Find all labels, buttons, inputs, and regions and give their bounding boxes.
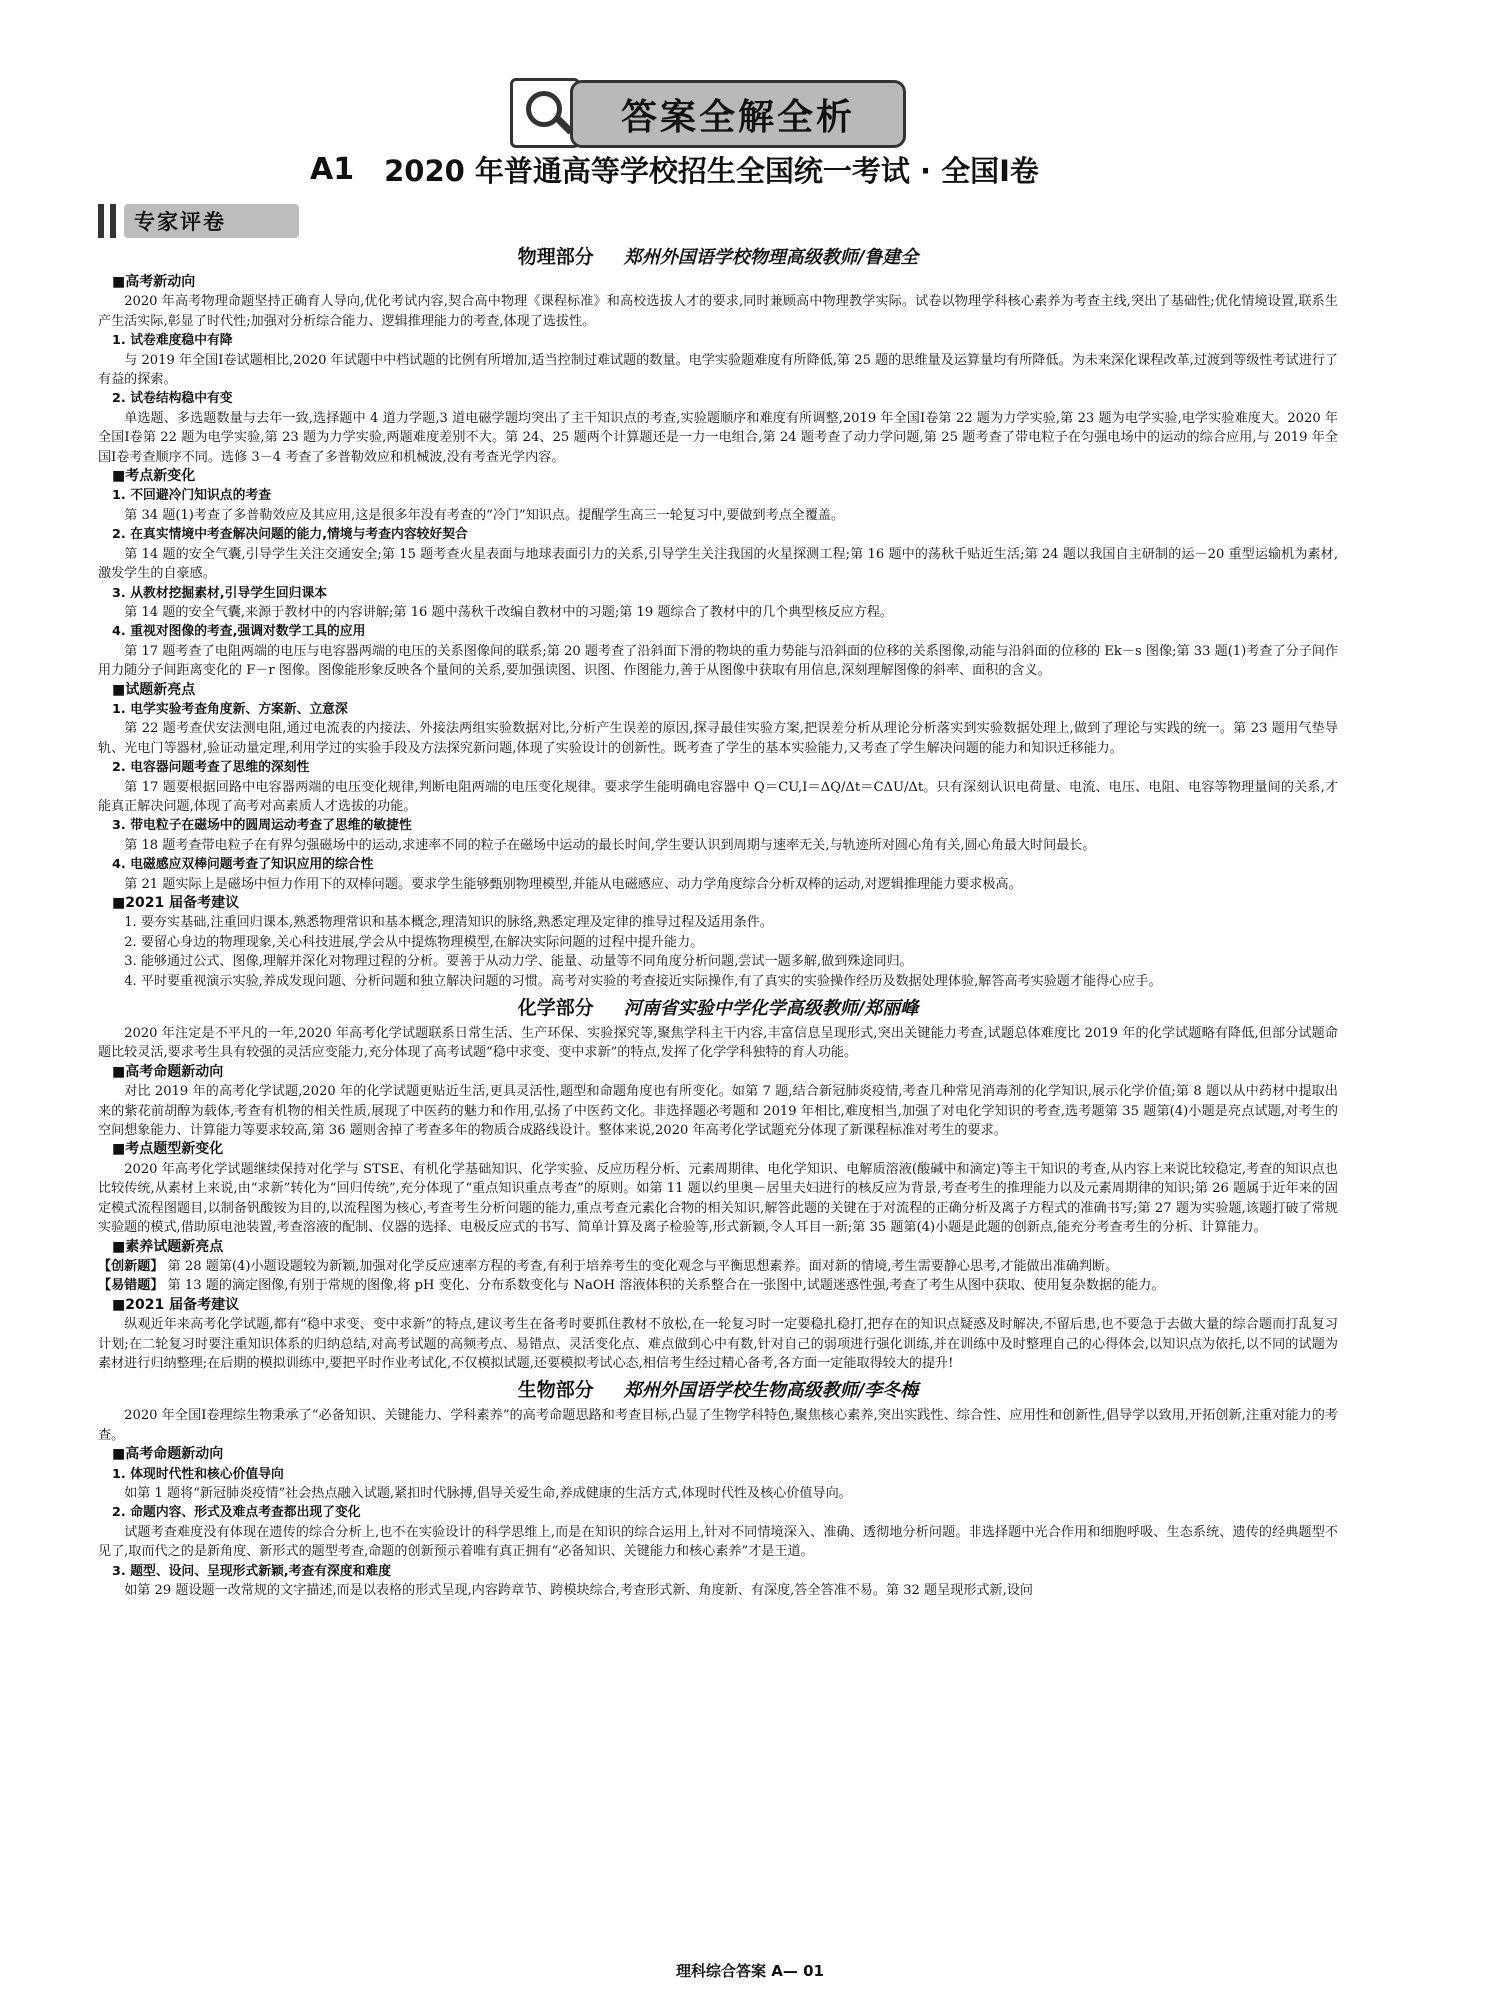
article-body [98,240,1338,1600]
physics-section-title [98,243,1338,272]
biology-section-title [98,1376,1338,1405]
biology-trend-heading: ■高考命题新动向 [112,1446,224,1463]
physics-bright-heading: ■试题新亮点 [112,681,196,698]
chemistry-bright-heading: ■素养试题新亮点 [112,1238,224,1255]
banner-title: 答案全解全析 [570,80,906,148]
chemistry-advice-heading: ■2021 届备考建议 [112,1296,240,1313]
label-bar [110,204,116,238]
biology-para1: 如第 1 题将“新冠肺炎疫情”社会热点融入试题,紧扣时代脉搏,倡导关爱生命,养成健康的生活方式,体现时代性及核心价值导向。 [124,1485,852,1501]
physics-sub2: 2. 试卷结构稳中有变 [112,391,233,407]
physics-advice4: 4. 平时要重视演示实验,养成发现问题、分析问题和独立解决问题的习惯。高考对实验的考查接近实际操作,有了真实的实验操作经历及数据处理体验,解答高考实验题才能得心应手。 [124,973,1162,989]
physics-change2: 2. 在真实情境中考查解决问题的能力,情境与考查内容较好契合 [112,527,468,543]
chemistry-section-title [98,994,1338,1023]
page-footer: 理科综合答案 A— 01 [676,1962,824,1980]
physics-advice1: 1. 要夯实基础,注重回归课本,熟悉物理常识和基本概念,理清知识的脉络,熟悉定理及定律的推导过程及适用条件。 [124,915,773,931]
physics-author: 郑州外国语学校物理高级教师/鲁建全 [623,247,919,268]
chemistry-intro: 2020 年注定是不平凡的一年,2020 年高考化学试题联系日常生活、生产环保、实验探究等,聚焦学科主干内容,丰富信息呈现形式,突出关键能力考查,试题总体难度比 2019 年的化学试题略有降低,但部分试题命题比较灵活,要求考生具有较强的灵活应变能力,充分体现了高考试题“稳中求变、变中求新”的特点,发挥了化学学科独特的育人功能。 [98,1026,1338,1061]
physics-advice2: 2. 要留心身边的物理现象,关心科技进展,学会从中提炼物理模型,在解决实际问题的过程中提升能力。 [124,934,704,950]
label-bar [98,204,104,238]
physics-bright3: 3. 带电粒子在磁场中的圆周运动考查了思维的敏捷性 [112,818,412,834]
expert-review-label [98,204,288,238]
physics-intro: 2020 年高考物理命题坚持正确育人导向,优化考试内容,契合高中物理《课程标准》和高校选拔人才的要求,同时兼顾高中物理教学实际。试卷以物理学科核心素养为考查主线,突出了基础性;优化情境设置,联系生产生活实际,彰显了时代性;加强对分析综合能力、逻辑推理能力的考查,体现了选拔性。 [98,294,1338,329]
physics-bright1: 1. 电学实验考查角度新、方案新、立意深 [112,701,348,717]
chemistry-heading: 化学部分 [517,997,594,1020]
biology-para2: 试题考查难度没有体现在遗传的综合分析上,也不在实验设计的科学思维上,而是在知识的综合运用上,针对不同情境深入、准确、透彻地分析问题。非选择题中光合作用和细胞呼吸、生态系统、遗传的经典题型不见了,取而代之的是新角度、新形式的题型考查,命题的创新预示着唯有真正拥有“必备知识、关键能力和核心素养”才是王道。 [98,1524,1338,1560]
chemistry-error-text: 第 13 题的滴定图像,有别于常规的图像,将 pH 变化、分布系数变化与 NaOH 溶液体积的关系整合在一张图中,试题迷惑性强,考查了考生从图中获取、使用复杂数据的能力。 [167,1278,1165,1294]
physics-bright2-text: 第 17 题要根据回路中电容器两端的电压变化规律,判断电阻两端的电压变化规律。要求学生能明确电容器中 Q＝CU,I＝ΔQ/Δt＝CΔU/Δt。只有深刻认识电荷量、电流、电压、电阻、电容等物理量间的关系,才能真正解决问题,体现了高考对高素质人才选拔的功能。 [98,779,1338,814]
chemistry-author: 河南省实验中学化学高级教师/郑丽峰 [623,998,919,1020]
physics-bright3-text: 第 18 题考查带电粒子在有界匀强磁场中的运动,求速率不同的粒子在磁场中运动的最长时间,学生要认识到周期与速率无关,与轨迹所对圆心角有关,圆心角最大时间最长。 [124,837,1096,853]
chemistry-advice-text: 纵观近年来高考化学试题,都有“稳中求变、变中求新”的特点,建议考生在备考时要抓住教材不放松,在一轮复习时一定要稳扎稳打,把存在的知识点疑惑及时解决,不留后患,也不要急于去做大量的综合题而打乱复习计划;在二轮复习时要注重知识体系的归纳总结,对高考试题的高频考点、易错点、灵活变化点、难点做到心中有数,针对自己的弱项进行强化训练,并在训练中及时整理自己的心得体会,以知识点为依托,以不同的试题为素材进行归纳整理;在后期的模拟训练中,要把平时作业考试化,不仅模拟试题,还要模拟考试心态,相信考生经过精心备考,各方面一定能取得较大的提升! [98,1317,1338,1371]
chemistry-innovation-text: 第 28 题第(4)小题设题较为新颖,加强对化学反应速率方程的考查,有利于培养考生的变化观念与平衡思想素养。面对新的情境,考生需要静心思考,才能做出准确判断。 [167,1258,1119,1274]
physics-change2-text: 第 14 题的安全气囊,引导学生关注交通安全;第 15 题考查火星表面与地球表面引力的关系,引导学生关注我国的火星探测工程;第 16 题中的荡秋千贴近生活;第 24 题以我国自主研制的运－20 重型运输机为素材,激发学生的自豪感。 [98,546,1338,582]
physics-sub1: 1. 试卷难度稳中有降 [112,333,233,349]
physics-advice-heading: ■2021 届备考建议 [112,895,240,911]
physics-change3: 3. 从教材挖掘素材,引导学生回归课本 [112,585,328,601]
physics-bright4-text: 第 21 题实际上是磁场中恒力作用下的双棒问题。要求学生能够甄别物理模型,并能从电磁感应、动力学角度综合分析双棒的运动,对逻辑推理能力要求极高。 [124,876,1022,892]
expert-label-text: 专家评卷 [124,204,299,238]
biology-intro: 2020 年全国Ⅰ卷理综生物秉承了“必备知识、关键能力、学科素养”的高考命题思路和考查目标,凸显了生物学科特色,聚焦核心素养,突出实践性、综合性、应用性和创新性,倡导学以致用,开拓创新,注重对能力的考查。 [98,1408,1338,1443]
chemistry-para1: 对比 2019 年的高考化学试题,2020 年的化学试题更贴近生活,更具灵活性,题型和命题角度也有所变化。如第 7 题,结合新冠肺炎疫情,考查几种常见消毒剂的化学知识,展示化学价值;第 8 题以从中药材中提取出来的紫花前胡醇为载体,考查有机物的相关性质,展现了中医药的魅力和作用,弘扬了中医药文化。非选择题必考题和 2019 年相比,难度相当,加强了对电化学知识的考查,选考题第 35 题第(4)小题是亮点试题,对考生的空间想象能力、计算能力等要求较高,第 36 题则舍掉了考查多年的物质合成路线设计。整体来说,2020 年高考化学试题充分体现了新课程标准对考生的要求。 [98,1084,1338,1139]
chemistry-trend-heading: ■高考命题新动向 [112,1063,224,1080]
physics-change1-text: 第 34 题(1)考查了多普勒效应及其应用,这是很多年没有考查的“冷门”知识点。提醒学生高三一轮复习中,要做到考点全覆盖。 [124,507,845,523]
physics-change4-text: 第 17 题考查了电阻两端的电压与电容器两端的电压的关系图像间的联系;第 20 题考查了沿斜面下滑的物块的重力势能与沿斜面的位移的关系图像,动能与沿斜面的位移的 Ek－s 图像;第 33 题(1)考查了分子间作用力随分子间距离变化的 F－r 图像。图像能形象反映各个量间的关系,要加强读图、识图、作图能力,善于从图像中获取有用信息,深刻理解图像的斜率、面积的含义。 [98,643,1338,679]
biology-sub3: 3. 题型、设问、呈现形式新颖,考查有深度和难度 [112,1563,392,1579]
physics-bright2: 2. 电容器问题考查了思维的深刻性 [112,760,310,776]
physics-trend-heading: ■高考新动向 [112,274,196,290]
physics-change3-text: 第 14 题的安全气囊,来源于教材中的内容讲解;第 16 题中荡秋千改编自教材中的习题;第 19 题综合了教材中的几个典型核反应方程。 [124,604,894,620]
physics-change1: 1. 不回避冷门知识点的考查 [112,488,271,504]
page-title [310,148,1210,190]
chemistry-para2: 2020 年高考化学试题继续保持对化学与 STSE、有机化学基础知识、化学实验、反应历程分析、元素周期律、电化学知识、电解质溶液(酸碱中和滴定)等主干知识的考查,从内容上来说比较稳定,考查的知识点也比较传统,从素材上来说,由“求新”转化为“回归传统”,充分体现了“重点知识重点考查”的原则。如第 11 题以约里奥－居里夫妇进行的核反应为背景,考查考生的推理能力以及元素周期律的知识;第 26 题属于近年来的固定模式流程图题目,以制备钒酸铵为目的,以流程图为核心,考查考生分析问题的能力,重点考查元素化合物的相关知识,解答此题的关键在于对流程的正确分析及离子方程式的准确书写;第 27 题为实验题,该题打破了常规实验题的模式,借助原电池装置,考查溶液的配制、仪器的选择、电极反应式的书写、简单计算及离子检验等,形式新颖,令人耳目一新;第 35 题第(4)小题是此题的创新点,能充分考查考生的分析、计算能力。 [98,1161,1338,1236]
chemistry-innovation [98,1257,1338,1276]
physics-heading: 物理部分 [517,246,594,268]
physics-bright1-text: 第 22 题考查伏安法测电阻,通过电流表的内接法、外接法两组实验数据对比,分析产生误差的原因,探寻最佳实验方案,把误差分析从理论分析落实到实验数据处理上,做到了理论与实践的统一。第 23 题用气垫导轨、光电门等器材,验证动量定理,利用学过的实验手段及方法探究新问题,体现了实验设计的创新性。既考查了学生的基本实验能力,又考查了学生解决问题的能力和知识迁移能力。 [98,721,1338,756]
biology-sub2: 2. 命题内容、形式及难点考查都出现了变化 [112,1505,361,1521]
biology-para3: 如第 29 题设题一改常规的文字描述,而是以表格的形式呈现,内容跨章节、跨模块综合,考查形式新、角度新、有深度,答全答准不易。第 32 题呈现形式新,设问 [124,1583,1033,1598]
biology-author: 郑州外国语学校生物高级教师/李冬梅 [623,1380,919,1402]
physics-bright4: 4. 电磁感应双棒问题考查了知识应用的综合性 [112,857,374,873]
physics-change-heading: ■考点新变化 [112,468,196,485]
biology-heading: 生物部分 [517,1379,594,1402]
title-banner [510,78,902,146]
chemistry-error-prone [98,1276,1338,1295]
physics-change4: 4. 重视对图像的考查,强调对数学工具的应用 [112,624,366,640]
chemistry-tag-error: 【易错题】 [98,1278,164,1294]
physics-advice3: 3. 能够通过公式、图像,理解并深化对物理过程的分析。要善于从动力学、能量、动量等不同角度分析问题,尝试一题多解,做到殊途同归。 [124,954,913,970]
paper-code: A1 [310,151,355,187]
paper-title: 2020 年普通高等学校招生全国统一考试 · 全国Ⅰ卷 [384,153,1039,188]
chemistry-tag-innovation: 【创新题】 [98,1258,164,1274]
physics-para2: 单选题、多选题数量与去年一致,选择题中 4 道力学题,3 道电磁学题均突出了主干知识点的考查,实验题顺序和难度有所调整,2019 年全国Ⅰ卷第 22 题为力学实验,第 23 题为电学实验,电学实验难度大。2020 年全国Ⅰ卷第 22 题为电学实验,第 23 题为力学实验,两题难度差别不大。第 24、25 题两个计算题还是一力一电组合,第 24 题考查了动力学问题,第 25 题考查了带电粒子在匀强电场中的运动的综合应用,与 2019 年全国Ⅰ卷考查顺序不同。选修 3－4 考查了多普勒效应和机械波,没有考查光学内容。 [98,410,1338,465]
chemistry-change-heading: ■考点题型新变化 [112,1141,224,1158]
physics-para1: 与 2019 年全国Ⅰ卷试题相比,2020 年试题中中档试题的比例有所增加,适当控制过难试题的数量。电学实验题难度有所降低,第 25 题的思维量及运算量均有所降低。为未来深化课程改革,过渡到等级性考试进行了有益的探索。 [98,352,1338,388]
biology-sub1: 1. 体现时代性和核心价值导向 [112,1466,284,1482]
